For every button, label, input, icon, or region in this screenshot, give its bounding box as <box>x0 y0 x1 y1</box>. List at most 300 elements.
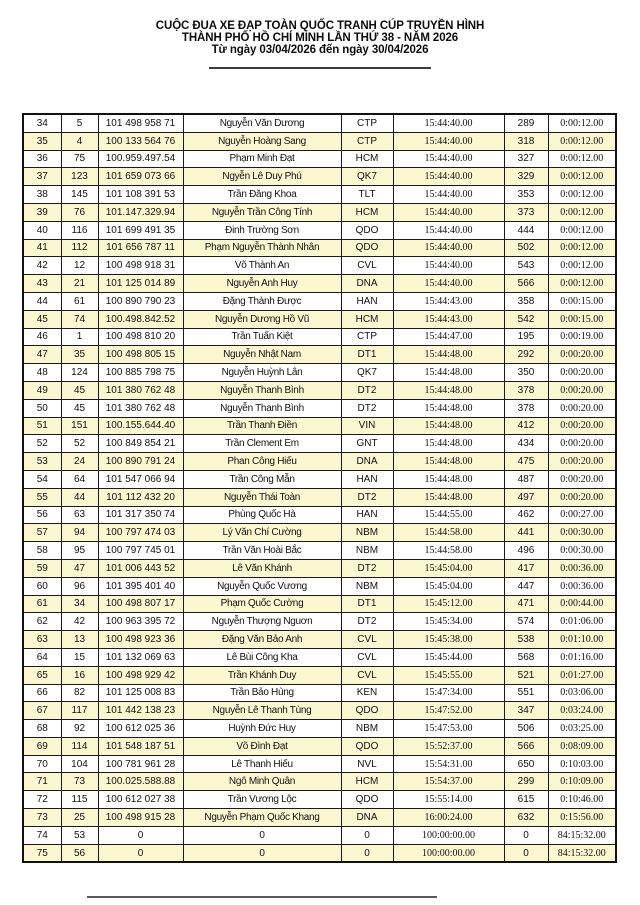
points-cell: 502 <box>504 239 548 257</box>
team-cell: DT2 <box>341 613 393 631</box>
id-cell: 101 006 443 52 <box>98 559 183 577</box>
points-cell: 615 <box>504 791 548 809</box>
id-cell: 101 112 432 20 <box>98 488 183 506</box>
gap-cell: 0:10:46.00 <box>548 791 616 809</box>
table-row <box>23 809 616 827</box>
gap-cell: 0:00:12.00 <box>548 150 616 168</box>
id-cell: 100 797 474 03 <box>98 524 183 542</box>
title-line-2: THÀNH PHỐ HỒ CHÍ MINH LẦN THỨ 38 - NĂM 2026 <box>181 31 459 44</box>
time-cell: 15:45:44.00 <box>393 648 504 666</box>
bib-cell: 52 <box>61 435 98 453</box>
gap-cell: 0:00:20.00 <box>548 417 616 435</box>
points-cell: 496 <box>504 542 548 560</box>
team-cell: HAN <box>341 506 393 524</box>
points-cell: 327 <box>504 150 548 168</box>
team-cell: NBM <box>341 524 393 542</box>
points-cell: 506 <box>504 720 548 738</box>
name-cell: Trần Vương Lộc <box>183 791 341 809</box>
table-row <box>23 292 616 310</box>
gap-cell: 0:00:12.00 <box>548 114 616 132</box>
name-cell: Lê Thanh Hiếu <box>183 755 341 773</box>
bib-cell: 75 <box>61 150 98 168</box>
id-cell: 101.147.329.94 <box>98 203 183 221</box>
table-row <box>23 488 616 506</box>
gap-cell: 0:00:20.00 <box>548 435 616 453</box>
team-cell: HAN <box>341 470 393 488</box>
table-row <box>23 346 616 364</box>
bib-cell: 15 <box>61 648 98 666</box>
team-cell: 0 <box>341 826 393 844</box>
bib-cell: 73 <box>61 773 98 791</box>
points-cell: 574 <box>504 613 548 631</box>
rank-cell: 53 <box>23 453 61 471</box>
bib-cell: 145 <box>61 186 98 204</box>
gap-cell: 0:00:12.00 <box>548 186 616 204</box>
rank-cell: 46 <box>23 328 61 346</box>
gap-cell: 0:10:03.00 <box>548 755 616 773</box>
rank-cell: 68 <box>23 720 61 738</box>
points-cell: 542 <box>504 310 548 328</box>
id-cell: 101 317 350 74 <box>98 506 183 524</box>
gap-cell: 0:10:09.00 <box>548 773 616 791</box>
points-cell: 378 <box>504 399 548 417</box>
name-cell: Nguyễn Thanh Bình <box>183 399 341 417</box>
name-cell: Nguyễn Phạm Quốc Khang <box>183 809 341 827</box>
gap-cell: 84:15:32.00 <box>548 826 616 844</box>
team-cell: CTP <box>341 114 393 132</box>
time-cell: 15:44:40.00 <box>393 275 504 293</box>
name-cell: Phạm Quốc Cường <box>183 595 341 613</box>
id-cell: 100 885 798 75 <box>98 364 183 382</box>
gap-cell: 0:00:12.00 <box>548 275 616 293</box>
rank-cell: 40 <box>23 221 61 239</box>
table-row <box>23 702 616 720</box>
team-cell: 0 <box>341 844 393 862</box>
team-cell: NBM <box>341 577 393 595</box>
rank-cell: 50 <box>23 399 61 417</box>
table-row <box>23 435 616 453</box>
time-cell: 15:44:43.00 <box>393 310 504 328</box>
gap-cell: 0:00:20.00 <box>548 346 616 364</box>
document-title <box>0 21 640 56</box>
gap-cell: 0:01:06.00 <box>548 613 616 631</box>
team-cell: NBM <box>341 720 393 738</box>
points-cell: 487 <box>504 470 548 488</box>
name-cell: Nguyễn Thượng Nguơn <box>183 613 341 631</box>
points-cell: 417 <box>504 559 548 577</box>
bib-cell: 1 <box>61 328 98 346</box>
gap-cell: 0:00:12.00 <box>548 221 616 239</box>
time-cell: 15:44:40.00 <box>393 150 504 168</box>
table-row <box>23 791 616 809</box>
name-cell: Nguyễn Dương Hồ Vũ <box>183 310 341 328</box>
rank-cell: 66 <box>23 684 61 702</box>
time-cell: 15:44:43.00 <box>393 292 504 310</box>
bib-cell: 34 <box>61 595 98 613</box>
time-cell: 15:44:40.00 <box>393 203 504 221</box>
table-row <box>23 684 616 702</box>
gap-cell: 0:00:36.00 <box>548 559 616 577</box>
name-cell: Trần Bảo Hùng <box>183 684 341 702</box>
points-cell: 543 <box>504 257 548 275</box>
rank-cell: 38 <box>23 186 61 204</box>
bib-cell: 56 <box>61 844 98 862</box>
time-cell: 15:45:34.00 <box>393 613 504 631</box>
team-cell: CTP <box>341 132 393 150</box>
name-cell: Đặng Thành Được <box>183 292 341 310</box>
id-cell: 100 498 915 28 <box>98 809 183 827</box>
team-cell: KEN <box>341 684 393 702</box>
id-cell: 101 548 187 51 <box>98 737 183 755</box>
table-row <box>23 132 616 150</box>
table-row <box>23 186 616 204</box>
id-cell: 101 699 491 35 <box>98 221 183 239</box>
time-cell: 15:44:48.00 <box>393 435 504 453</box>
time-cell: 15:44:40.00 <box>393 257 504 275</box>
bib-cell: 45 <box>61 399 98 417</box>
id-cell: 0 <box>98 844 183 862</box>
id-cell: 100.025.588.88 <box>98 773 183 791</box>
points-cell: 444 <box>504 221 548 239</box>
team-cell: HCM <box>341 773 393 791</box>
name-cell: Trần Đăng Khoa <box>183 186 341 204</box>
points-cell: 0 <box>504 826 548 844</box>
table-row <box>23 559 616 577</box>
time-cell: 15:47:53.00 <box>393 720 504 738</box>
team-cell: CVL <box>341 631 393 649</box>
points-cell: 551 <box>504 684 548 702</box>
table-row <box>23 417 616 435</box>
time-cell: 15:47:52.00 <box>393 702 504 720</box>
name-cell: Ngyễn Lê Duy Phú <box>183 168 341 186</box>
time-cell: 15:54:31.00 <box>393 755 504 773</box>
rank-cell: 52 <box>23 435 61 453</box>
time-cell: 15:44:40.00 <box>393 114 504 132</box>
table-row <box>23 381 616 399</box>
table-row <box>23 239 616 257</box>
table-row <box>23 221 616 239</box>
id-cell: 101 108 391 53 <box>98 186 183 204</box>
rank-cell: 60 <box>23 577 61 595</box>
points-cell: 350 <box>504 364 548 382</box>
name-cell: Trần Thanh Điền <box>183 417 341 435</box>
team-cell: TLT <box>341 186 393 204</box>
rank-cell: 51 <box>23 417 61 435</box>
name-cell: Nguyễn Quốc Vương <box>183 577 341 595</box>
bib-cell: 94 <box>61 524 98 542</box>
bib-cell: 63 <box>61 506 98 524</box>
rank-cell: 65 <box>23 666 61 684</box>
points-cell: 462 <box>504 506 548 524</box>
table-row <box>23 755 616 773</box>
team-cell: QDO <box>341 702 393 720</box>
name-cell: 0 <box>183 844 341 862</box>
id-cell: 100 963 395 72 <box>98 613 183 631</box>
rank-cell: 34 <box>23 114 61 132</box>
team-cell: HCM <box>341 310 393 328</box>
name-cell: Huỳnh Đức Huy <box>183 720 341 738</box>
id-cell: 100 498 807 17 <box>98 595 183 613</box>
bib-cell: 44 <box>61 488 98 506</box>
gap-cell: 0:00:12.00 <box>548 239 616 257</box>
bib-cell: 95 <box>61 542 98 560</box>
rank-cell: 70 <box>23 755 61 773</box>
name-cell: Đặng Văn Bảo Anh <box>183 631 341 649</box>
team-cell: QK7 <box>341 168 393 186</box>
rank-cell: 56 <box>23 506 61 524</box>
name-cell: Nguyễn Văn Dương <box>183 114 341 132</box>
name-cell: Nguyễn Anh Huy <box>183 275 341 293</box>
bib-cell: 61 <box>61 292 98 310</box>
rank-cell: 75 <box>23 844 61 862</box>
time-cell: 15:44:40.00 <box>393 186 504 204</box>
title-line-1: CUỘC ĐUA XE ĐẠP TOÀN QUỐC TRANH CÚP TRUYỀN HÌNH <box>155 20 485 32</box>
gap-cell: 0:01:10.00 <box>548 631 616 649</box>
id-cell: 100 498 923 36 <box>98 631 183 649</box>
time-cell: 15:47:34.00 <box>393 684 504 702</box>
table-row <box>23 453 616 471</box>
id-cell: 101 395 401 40 <box>98 577 183 595</box>
bib-cell: 76 <box>61 203 98 221</box>
bib-cell: 53 <box>61 826 98 844</box>
points-cell: 292 <box>504 346 548 364</box>
table-row <box>23 275 616 293</box>
id-cell: 100 498 805 15 <box>98 346 183 364</box>
time-cell: 15:44:58.00 <box>393 524 504 542</box>
table-row <box>23 720 616 738</box>
gap-cell: 0:00:15.00 <box>548 292 616 310</box>
name-cell: Trần Khánh Duy <box>183 666 341 684</box>
name-cell: Nguyễn Hoàng Sang <box>183 132 341 150</box>
points-cell: 447 <box>504 577 548 595</box>
id-cell: 100 498 810 20 <box>98 328 183 346</box>
rank-cell: 47 <box>23 346 61 364</box>
rank-cell: 54 <box>23 470 61 488</box>
time-cell: 15:44:48.00 <box>393 399 504 417</box>
gap-cell: 0:00:12.00 <box>548 203 616 221</box>
bib-cell: 117 <box>61 702 98 720</box>
points-cell: 412 <box>504 417 548 435</box>
name-cell: Lý Văn Chí Cường <box>183 524 341 542</box>
name-cell: Lê Bùi Công Kha <box>183 648 341 666</box>
rank-cell: 59 <box>23 559 61 577</box>
gap-cell: 0:00:44.00 <box>548 595 616 613</box>
rank-cell: 41 <box>23 239 61 257</box>
points-cell: 347 <box>504 702 548 720</box>
gap-cell: 0:03:24.00 <box>548 702 616 720</box>
name-cell: Võ Đình Đạt <box>183 737 341 755</box>
time-cell: 15:44:48.00 <box>393 417 504 435</box>
time-cell: 15:45:04.00 <box>393 559 504 577</box>
rank-cell: 72 <box>23 791 61 809</box>
name-cell: Trần Tuấn Kiệt <box>183 328 341 346</box>
time-cell: 15:44:48.00 <box>393 346 504 364</box>
table-row <box>23 114 616 132</box>
rank-cell: 61 <box>23 595 61 613</box>
team-cell: CVL <box>341 666 393 684</box>
points-cell: 358 <box>504 292 548 310</box>
gap-cell: 0:00:20.00 <box>548 470 616 488</box>
bib-cell: 45 <box>61 381 98 399</box>
gap-cell: 0:00:20.00 <box>548 399 616 417</box>
name-cell: Phạm Minh Đạt <box>183 150 341 168</box>
gap-cell: 0:00:20.00 <box>548 381 616 399</box>
name-cell: Lê Văn Khánh <box>183 559 341 577</box>
time-cell: 15:44:48.00 <box>393 488 504 506</box>
time-cell: 15:45:38.00 <box>393 631 504 649</box>
bib-cell: 112 <box>61 239 98 257</box>
points-cell: 329 <box>504 168 548 186</box>
points-cell: 378 <box>504 381 548 399</box>
name-cell: Trần Clement Em <box>183 435 341 453</box>
team-cell: DT2 <box>341 381 393 399</box>
table-row <box>23 168 616 186</box>
name-cell: Phan Công Hiếu <box>183 453 341 471</box>
points-cell: 497 <box>504 488 548 506</box>
gap-cell: 0:00:20.00 <box>548 453 616 471</box>
rank-cell: 43 <box>23 275 61 293</box>
gap-cell: 84:15:32.00 <box>548 844 616 862</box>
team-cell: CVL <box>341 257 393 275</box>
rank-cell: 63 <box>23 631 61 649</box>
bib-cell: 114 <box>61 737 98 755</box>
team-cell: CVL <box>341 648 393 666</box>
table-row <box>23 399 616 417</box>
points-cell: 566 <box>504 275 548 293</box>
bib-cell: 74 <box>61 310 98 328</box>
points-cell: 441 <box>504 524 548 542</box>
results-table-body <box>23 114 616 862</box>
id-cell: 100 133 564 76 <box>98 132 183 150</box>
id-cell: 0 <box>98 826 183 844</box>
gap-cell: 0:00:19.00 <box>548 328 616 346</box>
points-cell: 289 <box>504 114 548 132</box>
gap-cell: 0:08:09.00 <box>548 737 616 755</box>
team-cell: DT2 <box>341 399 393 417</box>
time-cell: 15:44:48.00 <box>393 453 504 471</box>
time-cell: 15:54:37.00 <box>393 773 504 791</box>
points-cell: 475 <box>504 453 548 471</box>
gap-cell: 0:00:12.00 <box>548 257 616 275</box>
rank-cell: 48 <box>23 364 61 382</box>
time-cell: 100:00:00.00 <box>393 826 504 844</box>
rank-cell: 58 <box>23 542 61 560</box>
team-cell: DNA <box>341 453 393 471</box>
bib-cell: 123 <box>61 168 98 186</box>
table-row <box>23 631 616 649</box>
id-cell: 101 547 066 94 <box>98 470 183 488</box>
bib-cell: 42 <box>61 613 98 631</box>
gap-cell: 0:00:27.00 <box>548 506 616 524</box>
rank-cell: 37 <box>23 168 61 186</box>
time-cell: 15:44:40.00 <box>393 168 504 186</box>
name-cell: Ngô Minh Quân <box>183 773 341 791</box>
rank-cell: 35 <box>23 132 61 150</box>
name-cell: Võ Thành An <box>183 257 341 275</box>
rank-cell: 69 <box>23 737 61 755</box>
id-cell: 101 659 073 66 <box>98 168 183 186</box>
bib-cell: 35 <box>61 346 98 364</box>
bib-cell: 12 <box>61 257 98 275</box>
gap-cell: 0:00:30.00 <box>548 524 616 542</box>
time-cell: 15:44:55.00 <box>393 506 504 524</box>
points-cell: 353 <box>504 186 548 204</box>
time-cell: 15:44:48.00 <box>393 470 504 488</box>
name-cell: Nguyễn Trần Công Tính <box>183 203 341 221</box>
id-cell: 101 656 787 11 <box>98 239 183 257</box>
rank-cell: 36 <box>23 150 61 168</box>
team-cell: HCM <box>341 150 393 168</box>
rank-cell: 57 <box>23 524 61 542</box>
bib-cell: 16 <box>61 666 98 684</box>
table-row <box>23 524 616 542</box>
table-row <box>23 613 616 631</box>
team-cell: HAN <box>341 292 393 310</box>
time-cell: 16:00:24.00 <box>393 809 504 827</box>
time-cell: 15:44:58.00 <box>393 542 504 560</box>
table-row <box>23 595 616 613</box>
id-cell: 101 498 958 71 <box>98 114 183 132</box>
team-cell: DT2 <box>341 559 393 577</box>
table-row <box>23 648 616 666</box>
points-cell: 566 <box>504 737 548 755</box>
bib-cell: 96 <box>61 577 98 595</box>
table-row <box>23 328 616 346</box>
id-cell: 100 612 027 38 <box>98 791 183 809</box>
bib-cell: 116 <box>61 221 98 239</box>
bib-cell: 92 <box>61 720 98 738</box>
time-cell: 15:44:48.00 <box>393 381 504 399</box>
time-cell: 15:45:12.00 <box>393 595 504 613</box>
name-cell: Phùng Quốc Hà <box>183 506 341 524</box>
id-cell: 100.959.497.54 <box>98 150 183 168</box>
rank-cell: 39 <box>23 203 61 221</box>
gap-cell: 0:00:36.00 <box>548 577 616 595</box>
gap-cell: 0:03:25.00 <box>548 720 616 738</box>
rank-cell: 67 <box>23 702 61 720</box>
time-cell: 15:45:55.00 <box>393 666 504 684</box>
bib-cell: 25 <box>61 809 98 827</box>
team-cell: DT2 <box>341 488 393 506</box>
table-row <box>23 577 616 595</box>
gap-cell: 0:00:30.00 <box>548 542 616 560</box>
team-cell: NVL <box>341 755 393 773</box>
id-cell: 100 890 791 24 <box>98 453 183 471</box>
time-cell: 100:00:00.00 <box>393 844 504 862</box>
points-cell: 471 <box>504 595 548 613</box>
team-cell: QDO <box>341 737 393 755</box>
name-cell: 0 <box>183 826 341 844</box>
bib-cell: 124 <box>61 364 98 382</box>
points-cell: 632 <box>504 809 548 827</box>
id-cell: 100 849 854 21 <box>98 435 183 453</box>
name-cell: Trần Văn Hoài Bắc <box>183 542 341 560</box>
team-cell: QK7 <box>341 364 393 382</box>
id-cell: 100 498 918 31 <box>98 257 183 275</box>
time-cell: 15:44:48.00 <box>393 364 504 382</box>
id-cell: 100 612 025 36 <box>98 720 183 738</box>
team-cell: VIN <box>341 417 393 435</box>
id-cell: 100.155.644.40 <box>98 417 183 435</box>
bib-cell: 24 <box>61 453 98 471</box>
gap-cell: 0:00:12.00 <box>548 132 616 150</box>
id-cell: 101 125 014 89 <box>98 275 183 293</box>
time-cell: 15:44:47.00 <box>393 328 504 346</box>
table-row <box>23 773 616 791</box>
points-cell: 299 <box>504 773 548 791</box>
id-cell: 101 442 138 23 <box>98 702 183 720</box>
bib-cell: 21 <box>61 275 98 293</box>
